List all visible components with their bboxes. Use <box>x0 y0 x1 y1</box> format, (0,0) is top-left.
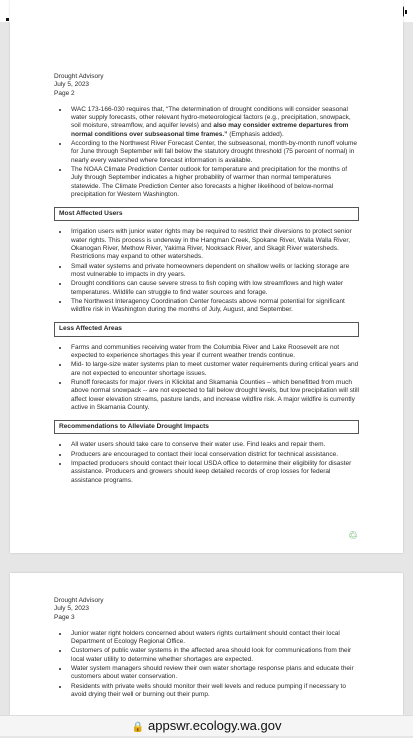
header-page-number: Page 2 <box>54 89 75 97</box>
list-item: • The Northwest Interagency Coordination Center forecasts above normal potential for significant wildfire risk in Washington during the months of July, August, and September. <box>69 298 359 315</box>
intro-bullet-list <box>54 106 359 199</box>
list-item: • All water users should take care to conserve their water use. Find leaks and repair them. <box>69 441 359 449</box>
padlock-icon: 🔒 <box>131 722 144 733</box>
page3-bullet-list <box>54 630 359 699</box>
page-header <box>54 597 359 622</box>
section-heading-recommendations: Recommendations to Alleviate Drought Impacts <box>54 420 359 434</box>
recycle-icon: ♲ <box>348 530 358 542</box>
list-item: • Impacted producers should contact their local USDA office to determine their eligibility for disaster assistance. Producers and growers should keep detailed records of crop losses for federal assistance programs. <box>69 460 359 485</box>
list-item: • Junior water right holders concerned about waters rights curtailment should contact their local Department of Ecology Regional Office. <box>69 630 359 647</box>
less-affected-list <box>54 344 359 412</box>
list-item: • Residents with private wells should monitor their well levels and reduce pumping if necessary to avoid drying their well or burning out their pump. <box>69 683 359 700</box>
header-date: July 5, 2023 <box>54 605 90 613</box>
list-item: • Water system managers should review their own water shortage response plans and educate their customers about water conservation. <box>69 665 359 682</box>
list-item: • Small water systems and private homeowners dependent on shallow wells or lacking storage are most vulnerable to impacts in dry years. <box>69 263 359 280</box>
url-text[interactable]: appswr.ecology.wa.gov <box>148 718 282 733</box>
list-item: • Irrigation users with junior water rights may be required to restrict their diversions to protect senior water rights. This process is underway in the Hangman Creek, Spokane River, Walla Walla River, Okanogan River, Methow River, Yakima River, Nooksack River, and Skagit River watersheds. Restrictions may expand to other watersheds. <box>69 228 359 261</box>
list-item: • According to the Northwest River Forecast Center, the subseasonal, month-by-month runoff volume for June through September will fall below the statutory drought threshold (75 percent of normal) in nearly every watershed where forecast information is available. <box>69 140 359 165</box>
most-affected-list <box>54 228 359 314</box>
list-item: • Drought conditions can cause severe stress to fish coping with low streamflows and high water temperatures. Wildlife can struggle to find water sources and forage. <box>69 280 359 297</box>
list-item: • WAC 173-166-030 requires that, “The determination of drought conditions will consider seasonal water supply forecasts, other relevant hydro-meteorological factors (e.g., precipitation, snowpack, soil moisture, streamflow, and aquifer levels) and also may consider extreme departures from normal conditions over subseasonal time frames.” (Emphasis added). <box>69 106 359 139</box>
list-item: • Farms and communities receiving water from the Columbia River and Lake Roosevelt are not expected to experience shortages this year if current weather trends continue. <box>69 344 359 361</box>
list-item: • The NOAA Climate Prediction Center outlook for temperature and precipitation for the months of July through September indicates a higher probability of warmer than normal temperatures statewide. The Climate Prediction Center also forecasts a higher likelihood of below-normal precipitation for Western Washington. <box>69 166 359 199</box>
list-item: • Runoff forecasts for major rivers in Klickitat and Skamania Counties – which benefitted from much above normal snowpack -- are not expected to fall below drought levels, but low precipitation will still affect lower elevation streams, pasture lands, and increase wildfire risk. A major wildfire is currently active in Skamania County. <box>69 379 359 412</box>
header-date: July 5, 2023 <box>54 81 90 89</box>
recommendations-list <box>54 441 359 484</box>
header-page-number: Page 3 <box>54 613 75 621</box>
header-title: Drought Advisory <box>54 597 104 604</box>
section-heading-most-affected: Most Affected Users <box>54 207 359 221</box>
url-bar[interactable] <box>0 715 413 736</box>
list-item: • Customers of public water systems in the affected area should look for communications from their local water utility to determine whether shortages are expected. <box>69 647 359 664</box>
list-item: • Producers are encouraged to contact their local conservation district for technical assistance. <box>69 451 359 459</box>
list-item: • Mid- to large-size water systems plan to meet customer water requirements during critical years and are not expected to encounter shortage issues. <box>69 361 359 378</box>
header-title: Drought Advisory <box>54 73 104 80</box>
section-heading-less-affected: Less Affected Areas <box>54 322 359 336</box>
page-header <box>54 73 359 98</box>
document-page-3 <box>10 573 403 715</box>
document-page-2 <box>10 0 403 553</box>
